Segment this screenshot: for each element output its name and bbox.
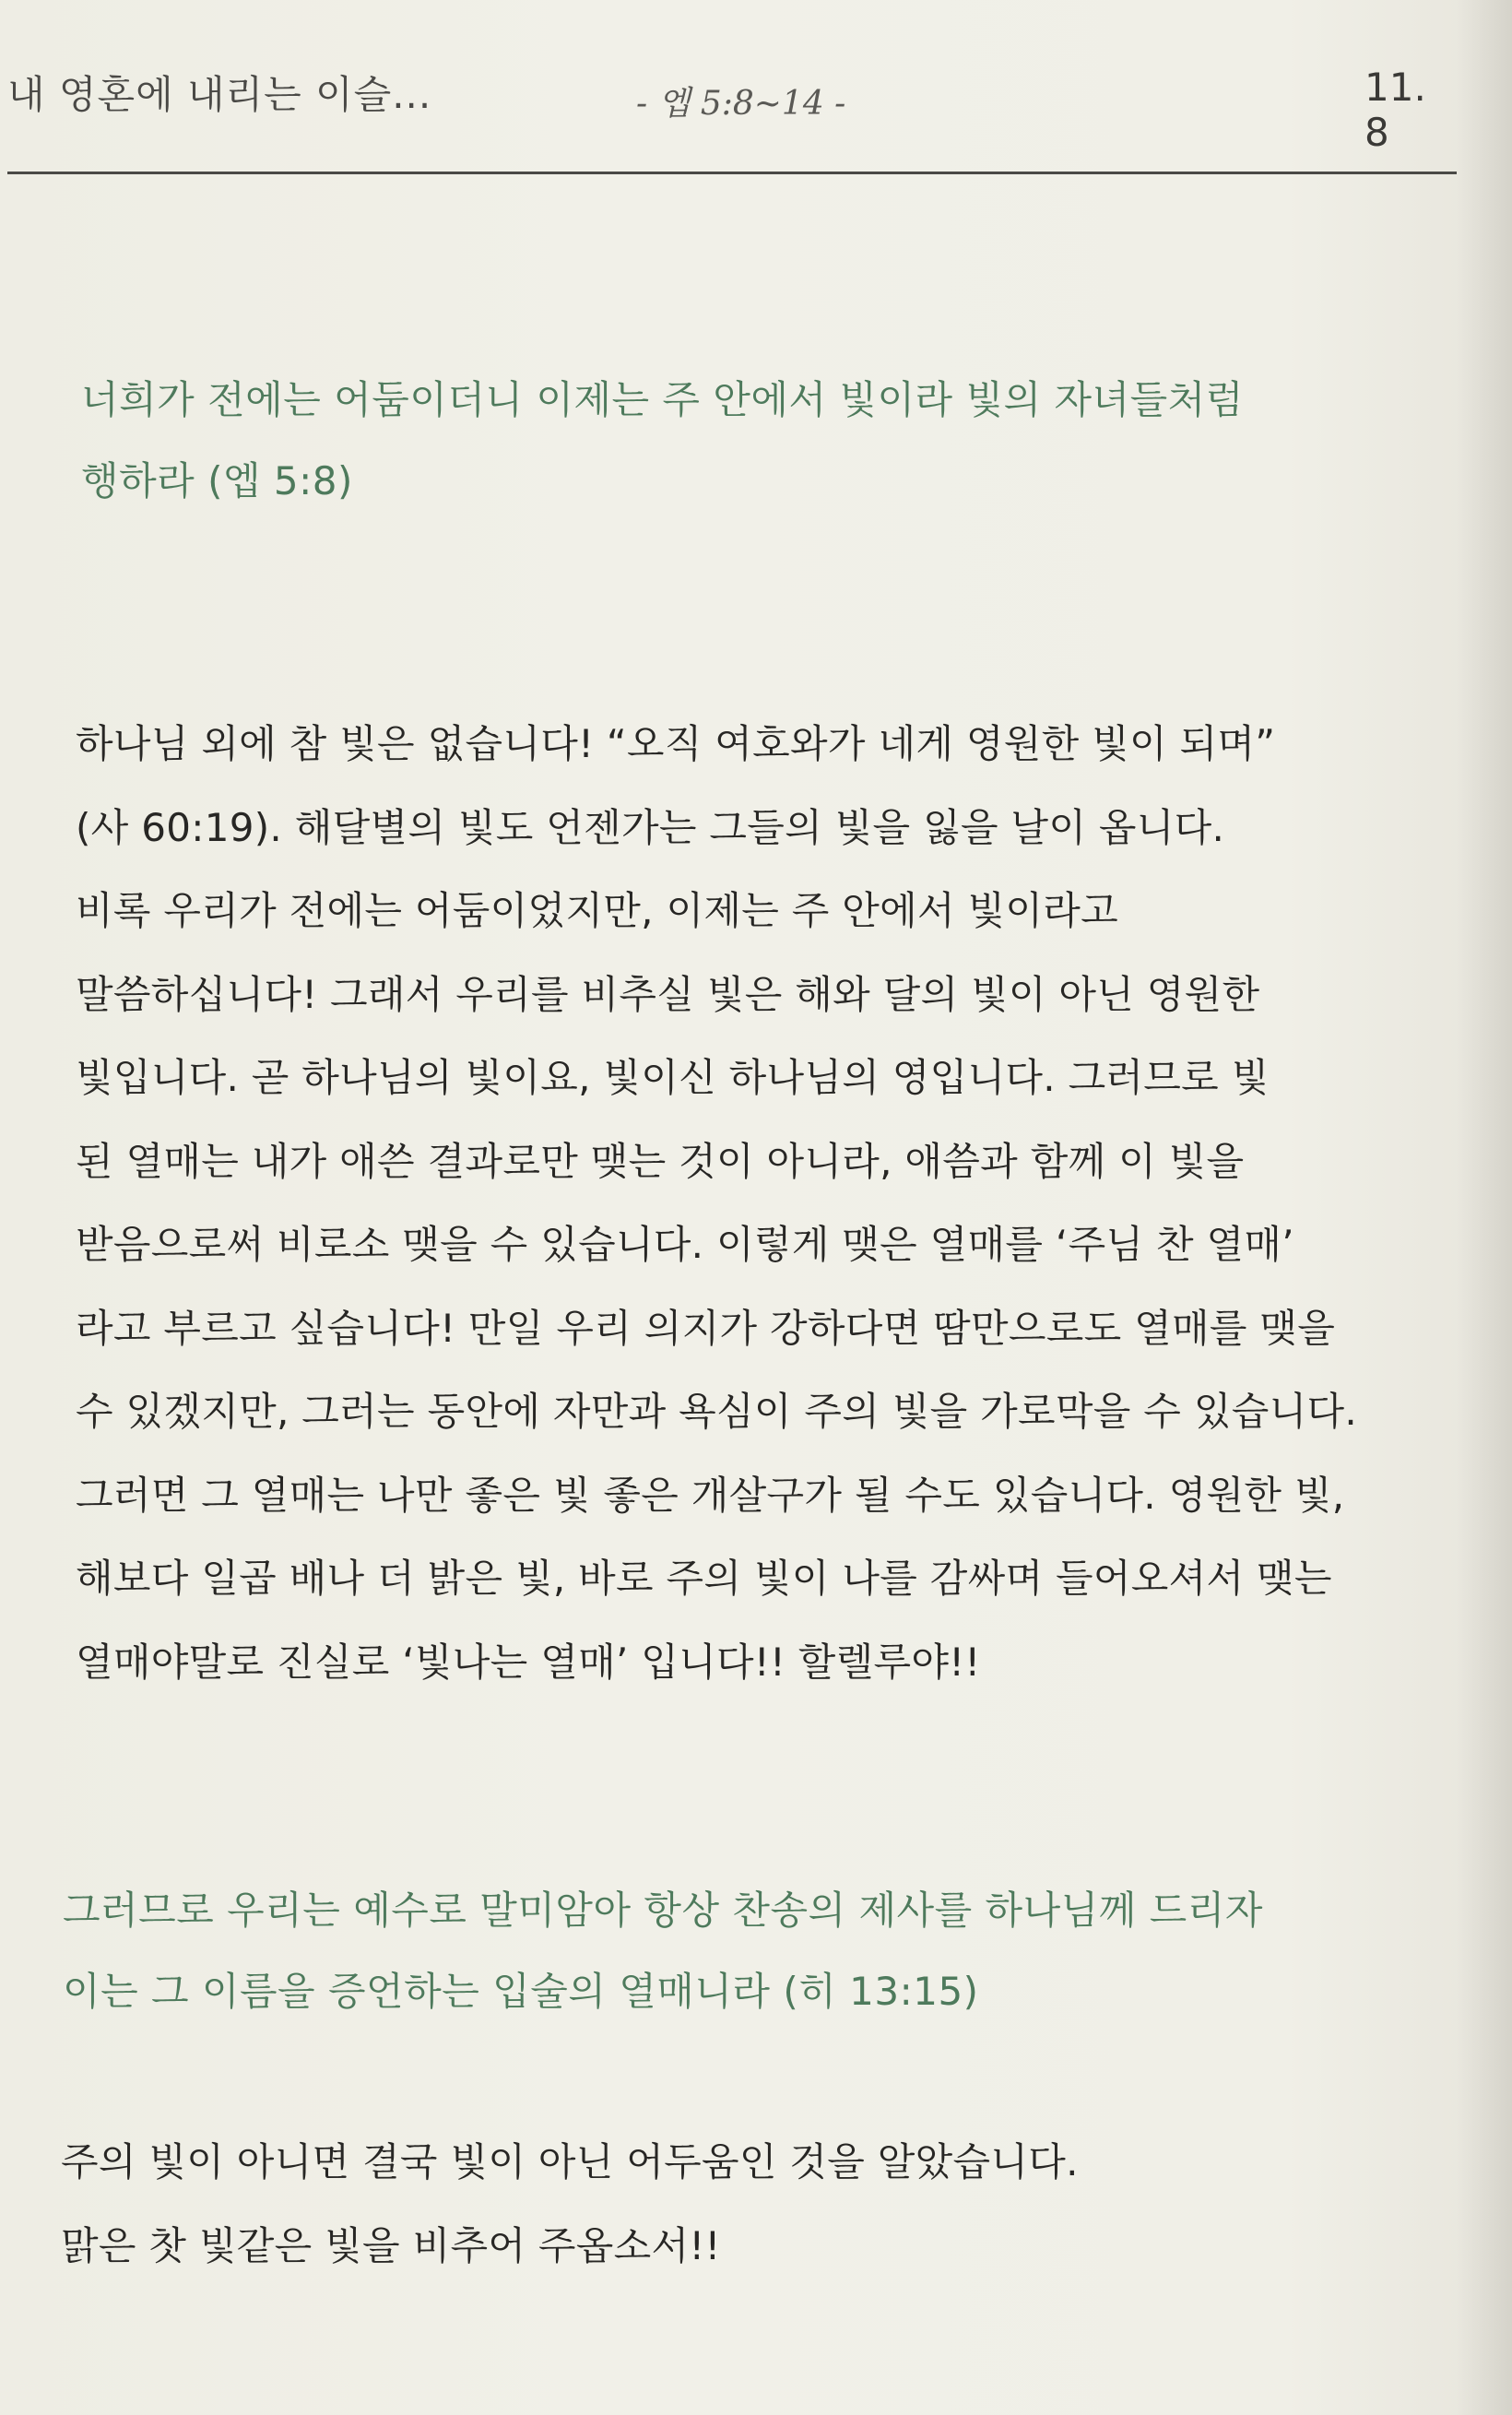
verse-line: 너희가 전에는 어둠이더니 이제는 주 안에서 빛이라 빛의 자녀들처럼	[81, 377, 1244, 422]
paragraph-line: 된 열매는 내가 애쓴 결과로만 맺는 것이 아니라, 애씀과 함께 이 빛을	[76, 1138, 1245, 1184]
verse-line: 그러므로 우리는 예수로 말미암아 항상 찬송의 제사를 하나님께 드리자	[63, 1888, 1263, 1933]
paragraph-line: 라고 부르고 싶습니다! 만일 우리 의지가 강하다면 땀만으로도 열매를 맺을	[76, 1305, 1336, 1351]
scripture-reference: - 엡 5:8~14 -	[636, 85, 846, 123]
paragraph-line: 열매야말로 진실로 ‘빛나는 열매’ 입니다!! 할렐루야!!	[76, 1639, 981, 1685]
devotional-paragraph-1	[76, 703, 1459, 1704]
paragraph-line: 그러면 그 열매는 나만 좋은 빛 좋은 개살구가 될 수도 있습니다. 영원한 빛,	[76, 1472, 1345, 1518]
running-title: 내 영혼에 내리는 이슬...	[7, 72, 432, 117]
prayer-line: 맑은 찻 빛같은 빛을 비추어 주옵소서!!	[61, 2222, 721, 2268]
verse-line: 이는 그 이름을 증언하는 입술의 열매니라 (히 13:15)	[63, 1969, 979, 2014]
paragraph-line: 말씀하십니다! 그래서 우리를 비추실 빛은 해와 달의 빛이 아닌 영원한	[76, 971, 1260, 1017]
paragraph-line: 하나님 외에 참 빛은 없습니다! “오직 여호와가 네게 영원한 빛이 되며”	[76, 721, 1276, 766]
header-divider	[7, 172, 1457, 174]
closing-prayer	[61, 2121, 1407, 2288]
paragraph-line: 받음으로써 비로소 맺을 수 있습니다. 이렇게 맺은 열매를 ‘주님 찬 열매’	[76, 1222, 1294, 1267]
paragraph-line: (사 60:19). 해달별의 빛도 언젠가는 그들의 빛을 잃을 날이 옵니다.	[76, 804, 1225, 850]
page-edge-shadow	[1457, 0, 1512, 2415]
page-header	[0, 37, 1457, 155]
scripture-quote-1	[81, 360, 1390, 522]
page-date: 11. 8	[1364, 65, 1426, 155]
paragraph-line: 비록 우리가 전에는 어둠이었지만, 이제는 주 안에서 빛이라고	[76, 888, 1119, 933]
scripture-quote-2	[63, 1870, 1409, 2032]
paragraph-line: 빛입니다. 곧 하나님의 빛이요, 빛이신 하나님의 영입니다. 그러므로 빛	[76, 1055, 1270, 1100]
verse-line: 행하라 (엡 5:8)	[81, 458, 353, 503]
paragraph-line: 수 있겠지만, 그러는 동안에 자만과 욕심이 주의 빛을 가로막을 수 있습니다.	[76, 1389, 1357, 1434]
paragraph-line: 해보다 일곱 배나 더 밝은 빛, 바로 주의 빛이 나를 감싸며 들어오셔서 맺는	[76, 1556, 1332, 1601]
prayer-line: 주의 빛이 아니면 결국 빛이 아닌 어두움인 것을 알았습니다.	[61, 2139, 1079, 2184]
